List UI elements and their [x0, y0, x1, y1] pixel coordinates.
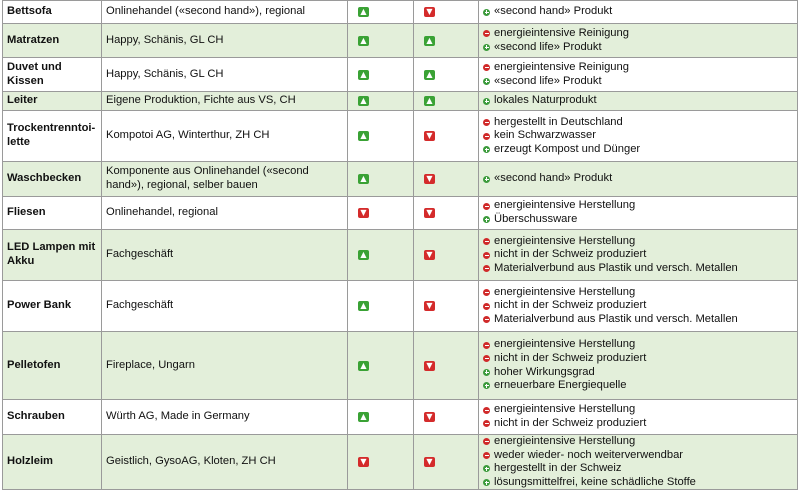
note-item	[483, 27, 793, 41]
source-info: Happy, Schänis, GL CH	[102, 58, 348, 92]
note-text: erneuerbare Energiequelle	[494, 379, 627, 392]
source-info: Fachgeschäft	[102, 281, 348, 332]
table-row	[3, 162, 798, 197]
thumbs-up-icon: ▲	[424, 96, 435, 106]
minus-circle-icon	[483, 316, 490, 323]
note-text: energieintensive Herstellung	[494, 234, 636, 247]
rating-cell-2	[414, 162, 479, 197]
table-body	[3, 1, 798, 490]
note-text: nicht in der Schweiz produziert	[494, 299, 647, 312]
plus-circle-icon	[483, 44, 490, 51]
note-item	[483, 338, 793, 352]
source-info: Onlinehandel, regional	[102, 197, 348, 230]
note-text: «second life» Produkt	[494, 40, 602, 53]
rating-cell-2	[414, 24, 479, 58]
rating-cell-2	[414, 197, 479, 230]
plus-circle-icon	[483, 176, 490, 183]
note-item	[483, 235, 793, 249]
note-text: lösungsmittelfrei, keine schädliche Stoffe	[494, 475, 696, 488]
rating-cell-1	[348, 230, 414, 281]
rating-cell-1	[348, 92, 414, 111]
thumbs-up-icon: ▲	[358, 96, 369, 106]
table-row	[3, 332, 798, 400]
item-name: Holzleim	[3, 435, 102, 490]
thumbs-up-icon: ▲	[358, 301, 369, 311]
note-text: nicht in der Schweiz produziert	[494, 248, 647, 261]
note-item	[483, 94, 793, 108]
rating-cell-1	[348, 58, 414, 92]
note-item	[483, 299, 793, 313]
rating-cell-2	[414, 435, 479, 490]
thumbs-up-icon: ▲	[358, 70, 369, 80]
rating-cell-2	[414, 111, 479, 162]
note-item	[483, 313, 793, 327]
note-text: energieintensive Herstellung	[494, 435, 636, 447]
table-row	[3, 111, 798, 162]
note-item	[483, 379, 793, 393]
notes-cell	[479, 111, 798, 162]
item-name: Fliesen	[3, 197, 102, 230]
source-info: Happy, Schänis, GL CH	[102, 24, 348, 58]
minus-circle-icon	[483, 452, 490, 459]
note-item	[483, 462, 793, 476]
note-item	[483, 61, 793, 75]
thumbs-down-icon: ▼	[424, 250, 435, 260]
thumbs-up-icon: ▲	[358, 361, 369, 371]
note-item	[483, 248, 793, 262]
note-text: Materialverbund aus Plastik und versch. Metallen	[494, 261, 738, 274]
source-info: Fireplace, Ungarn	[102, 332, 348, 400]
table-row	[3, 197, 798, 230]
thumbs-up-icon: ▲	[424, 36, 435, 46]
thumbs-down-icon: ▼	[424, 7, 435, 17]
rating-cell-1	[348, 332, 414, 400]
minus-circle-icon	[483, 203, 490, 210]
rating-cell-1	[348, 111, 414, 162]
thumbs-up-icon: ▲	[358, 250, 369, 260]
item-name: Trockentrenntoi-lette	[3, 111, 102, 162]
notes-cell	[479, 58, 798, 92]
thumbs-down-icon: ▼	[424, 174, 435, 184]
source-info: Kompotoi AG, Winterthur, ZH CH	[102, 111, 348, 162]
note-text: lokales Naturprodukt	[494, 94, 597, 107]
note-text: energieintensive Reinigung	[494, 26, 629, 39]
notes-cell	[479, 197, 798, 230]
note-text: «second hand» Produkt	[494, 172, 613, 185]
rating-cell-1	[348, 281, 414, 332]
note-text: «second life» Produkt	[494, 74, 602, 87]
minus-circle-icon	[483, 64, 490, 71]
table-row	[3, 435, 798, 490]
note-text: Überschussware	[494, 213, 578, 225]
thumbs-down-icon: ▼	[424, 131, 435, 141]
notes-cell	[479, 1, 798, 24]
plus-circle-icon	[483, 9, 490, 16]
note-item	[483, 5, 793, 19]
plus-circle-icon	[483, 479, 490, 486]
note-item	[483, 403, 793, 417]
plus-circle-icon	[483, 98, 490, 105]
note-text: energieintensive Herstellung	[494, 338, 636, 351]
notes-cell	[479, 162, 798, 197]
note-item	[483, 366, 793, 380]
minus-circle-icon	[483, 420, 490, 427]
thumbs-up-icon: ▲	[358, 412, 369, 422]
note-text: nicht in der Schweiz produziert	[494, 351, 647, 364]
table-row	[3, 400, 798, 435]
rating-cell-1	[348, 162, 414, 197]
note-text: weder wieder- noch weiterverwendbar	[494, 448, 684, 461]
material-evaluation-table	[2, 0, 798, 490]
source-info: Eigene Produktion, Fichte aus VS, CH	[102, 92, 348, 111]
source-info: Fachgeschäft	[102, 230, 348, 281]
note-item	[483, 417, 793, 431]
notes-cell	[479, 400, 798, 435]
minus-circle-icon	[483, 438, 490, 445]
note-text: energieintensive Reinigung	[494, 60, 629, 73]
plus-circle-icon	[483, 465, 490, 472]
note-text: «second hand» Produkt	[494, 5, 613, 18]
note-text: Materialverbund aus Plastik und versch. Metallen	[494, 312, 738, 325]
item-name: Pelletofen	[3, 332, 102, 400]
item-name: Matratzen	[3, 24, 102, 58]
note-text: energieintensive Herstellung	[494, 403, 636, 416]
note-item	[483, 352, 793, 366]
note-item	[483, 262, 793, 276]
note-item	[483, 143, 793, 157]
note-text: hoher Wirkungsgrad	[494, 365, 595, 378]
thumbs-down-icon: ▼	[424, 412, 435, 422]
item-name: Schrauben	[3, 400, 102, 435]
minus-circle-icon	[483, 342, 490, 349]
note-text: energieintensive Herstellung	[494, 285, 636, 298]
note-item	[483, 213, 793, 227]
thumbs-down-icon: ▼	[358, 208, 369, 218]
note-item	[483, 172, 793, 186]
note-item	[483, 476, 793, 490]
note-text: nicht in der Schweiz produziert	[494, 417, 647, 429]
thumbs-up-icon: ▲	[424, 70, 435, 80]
thumbs-up-icon: ▲	[358, 131, 369, 141]
notes-cell	[479, 281, 798, 332]
notes-cell	[479, 230, 798, 281]
item-name: Power Bank	[3, 281, 102, 332]
thumbs-down-icon: ▼	[424, 208, 435, 218]
note-item	[483, 449, 793, 463]
minus-circle-icon	[483, 30, 490, 37]
rating-cell-2	[414, 230, 479, 281]
plus-circle-icon	[483, 369, 490, 376]
source-info: Komponente aus Onlinehandel («second hand»), regional, selber bauen	[102, 162, 348, 197]
plus-circle-icon	[483, 216, 490, 223]
minus-circle-icon	[483, 407, 490, 414]
thumbs-down-icon: ▼	[424, 361, 435, 371]
plus-circle-icon	[483, 78, 490, 85]
minus-circle-icon	[483, 303, 490, 310]
thumbs-down-icon: ▼	[424, 457, 435, 467]
rating-cell-2	[414, 92, 479, 111]
rating-cell-2	[414, 1, 479, 24]
table-row	[3, 24, 798, 58]
item-name: Waschbecken	[3, 162, 102, 197]
rating-cell-1	[348, 400, 414, 435]
rating-cell-1	[348, 197, 414, 230]
rating-cell-1	[348, 1, 414, 24]
item-name: Leiter	[3, 92, 102, 111]
minus-circle-icon	[483, 355, 490, 362]
note-item	[483, 116, 793, 130]
table-row	[3, 230, 798, 281]
note-text: erzeugt Kompost und Dünger	[494, 142, 641, 155]
table-row	[3, 92, 798, 111]
notes-cell	[479, 332, 798, 400]
rating-cell-2	[414, 332, 479, 400]
source-info: Geistlich, GysoAG, Kloten, ZH CH	[102, 435, 348, 490]
note-item	[483, 41, 793, 55]
source-info: Würth AG, Made in Germany	[102, 400, 348, 435]
note-text: hergestellt in Deutschland	[494, 115, 623, 128]
notes-cell	[479, 435, 798, 490]
rating-cell-1	[348, 435, 414, 490]
minus-circle-icon	[483, 252, 490, 259]
table-row	[3, 58, 798, 92]
thumbs-down-icon: ▼	[424, 301, 435, 311]
minus-circle-icon	[483, 238, 490, 245]
note-item	[483, 129, 793, 143]
note-text: energieintensive Herstellung	[494, 199, 636, 212]
rating-cell-2	[414, 281, 479, 332]
rating-cell-2	[414, 58, 479, 92]
rating-cell-1	[348, 24, 414, 58]
notes-cell	[479, 92, 798, 111]
note-text: hergestellt in der Schweiz	[494, 462, 622, 475]
item-name: LED Lampen mit Akku	[3, 230, 102, 281]
plus-circle-icon	[483, 146, 490, 153]
note-item	[483, 199, 793, 213]
thumbs-down-icon: ▼	[358, 457, 369, 467]
minus-circle-icon	[483, 119, 490, 126]
table-row	[3, 1, 798, 24]
minus-circle-icon	[483, 289, 490, 296]
notes-cell	[479, 24, 798, 58]
plus-circle-icon	[483, 382, 490, 389]
item-name: Bettsofa	[3, 1, 102, 24]
item-name: Duvet und Kissen	[3, 58, 102, 92]
note-item	[483, 75, 793, 89]
thumbs-up-icon: ▲	[358, 7, 369, 17]
table-row	[3, 281, 798, 332]
thumbs-up-icon: ▲	[358, 174, 369, 184]
note-text: kein Schwarzwasser	[494, 129, 596, 142]
minus-circle-icon	[483, 265, 490, 272]
note-item	[483, 286, 793, 300]
thumbs-up-icon: ▲	[358, 36, 369, 46]
rating-cell-2	[414, 400, 479, 435]
minus-circle-icon	[483, 133, 490, 140]
source-info: Onlinehandel («second hand»), regional	[102, 1, 348, 24]
